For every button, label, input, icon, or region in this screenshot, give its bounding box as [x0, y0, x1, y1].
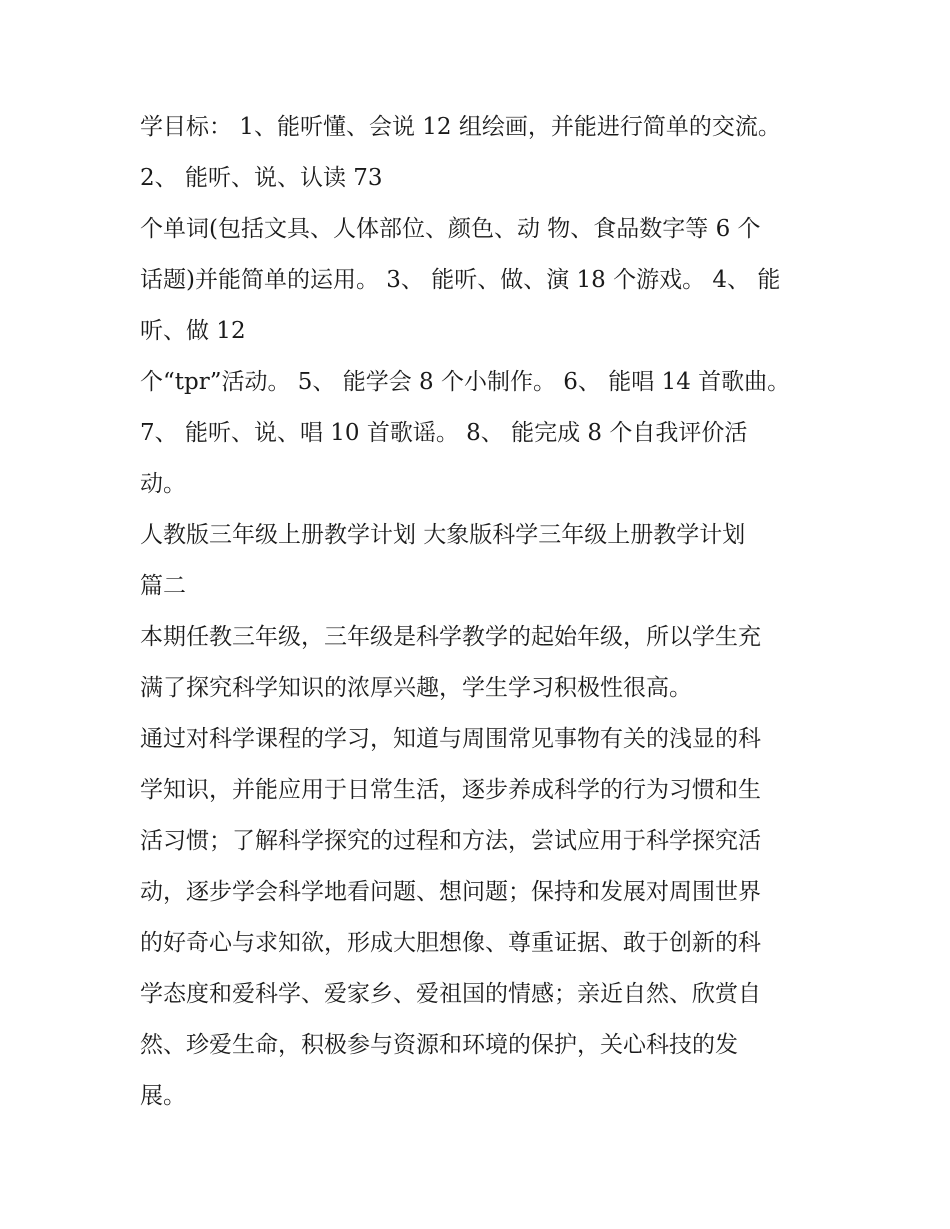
text-line: 满了探究科学知识的浓厚兴趣，学生学习积极性很高。: [140, 675, 692, 701]
text-line: 通过对科学课程的学习，知道与周围常见事物有关的浅显的科: [140, 726, 761, 752]
text-line: 的好奇心与求知欲，形成大胆想像、尊重证据、敢于创新的科: [140, 930, 761, 956]
text-line: 动，逐步学会科学地看问题、想问题；保持和发展对周围世界: [140, 879, 761, 905]
text-line: 动。: [140, 471, 186, 497]
document-body: [140, 102, 840, 1122]
section-subheading: 篇二: [140, 573, 186, 599]
text-line: 个“tpr”活动。 5、 能学会 8 个小制作。 6、 能唱 14 首歌曲。: [140, 369, 791, 395]
section-heading: 人教版三年级上册教学计划 大象版科学三年级上册教学计划: [140, 522, 746, 548]
text-line: 7、 能听、说、唱 10 首歌谣。 8、 能完成 8 个自我评价活: [140, 420, 748, 446]
text-line: 活习惯；了解科学探究的过程和方法，尝试应用于科学探究活: [140, 828, 761, 854]
text-line: 学目标： 1、能听懂、会说 12 组绘画，并能进行简单的交流。: [140, 114, 781, 140]
text-line: 话题)并能简单的运用。 3、 能听、做、演 18 个游戏。 4、 能: [140, 267, 781, 293]
text-line: 听、做 12: [140, 318, 246, 344]
text-line: 本期任教三年级，三年级是科学教学的起始年级，所以学生充: [140, 624, 761, 650]
text-line: 个单词(包括文具、人体部位、颜色、动 物、食品数字等 6 个: [140, 216, 761, 242]
text-line: 然、珍爱生命，积极参与资源和环境的保护，关心科技的发: [140, 1032, 738, 1058]
text-line: 2、 能听、说、认读 73: [140, 165, 383, 191]
text-line: 学态度和爱科学、爱家乡、爱祖国的情感；亲近自然、欣赏自: [140, 981, 761, 1007]
text-line: 展。: [140, 1083, 186, 1109]
text-line: 学知识，并能应用于日常生活，逐步养成科学的行为习惯和生: [140, 777, 761, 803]
